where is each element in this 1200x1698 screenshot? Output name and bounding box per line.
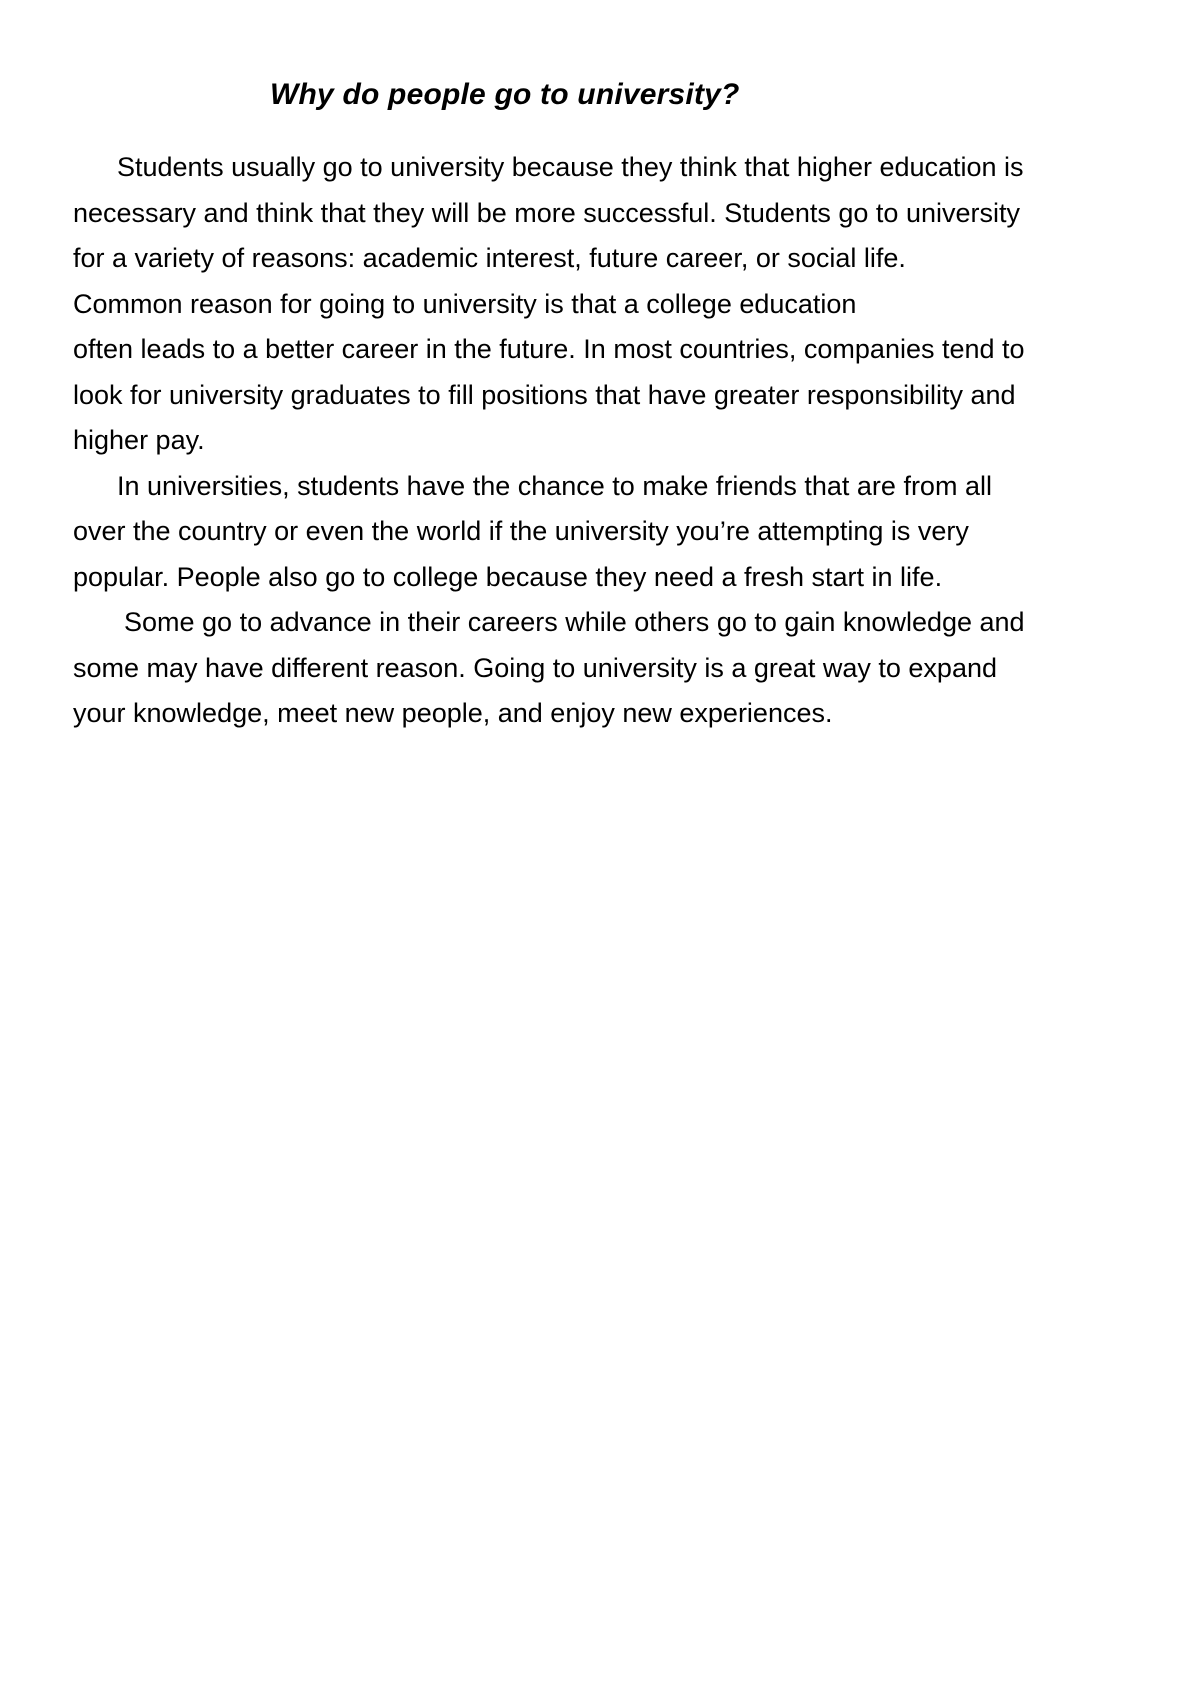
text-line: Students usually go to university because they think that higher education is [117,152,1024,182]
text-line: popular. People also go to college because they need a fresh start in life. [73,561,943,592]
text-line: often leads to a better career in the future. In most countries, companies tend to [73,334,1025,364]
document-title: Why do people go to university? [270,78,740,111]
text-line: your knowledge, meet new people, and enjoy new experiences. [73,698,833,728]
text-line: higher pay. [73,425,205,455]
text-line: look for university graduates to fill positions that have greater responsibility and [73,379,1016,410]
text-line: necessary and think that they will be more successful. Students go to university [73,197,1020,228]
document-body [73,145,1153,737]
text-line: over the country or even the world if the university you’re attempting is very [73,516,969,546]
text-line: In universities, students have the chance to make friends that are from all [117,470,992,501]
text-line: for a variety of reasons: academic interest, future career, or social life. [73,243,906,273]
text-line: Common reason for going to university is that a college education [73,288,857,319]
text-line: some may have different reason. Going to university is a great way to expand [73,652,997,683]
text-line: Some go to advance in their careers while others go to gain knowledge and [124,607,1025,637]
